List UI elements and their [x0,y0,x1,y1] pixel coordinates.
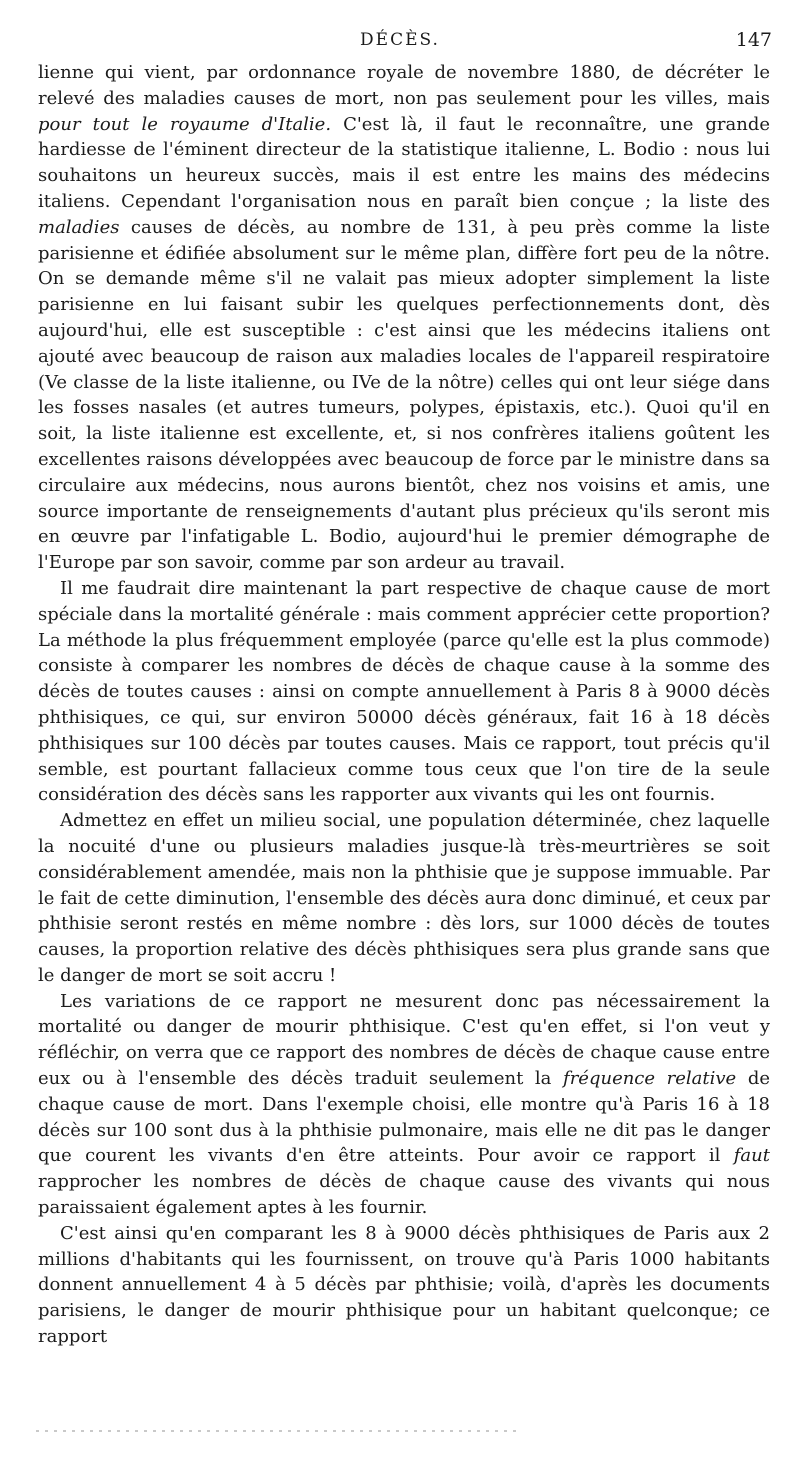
italic-segment: faut [733,1145,770,1167]
italic-segment: pour tout le royaume d'Italie. [38,113,332,135]
text-segment: lienne qui vient, par ordonnance royale de novembre 1880, de décréter le relevé des maladies causes de mort, non pas seulement pour les villes, mais [38,62,770,109]
text-segment: C'est ainsi qu'en comparant les 8 à 9000 décès phthisiques de Paris aux 2 millions d'habitants qui les fournissent, on trouve qu'à Paris 1000 habitants donnent annuellement 4 à 5 décès par phthisie; voilà, d'après les documents parisiens, le danger de mourir phthisique pour un habitant quelconque; ce rapport [38,1222,770,1348]
footer-print-artifact [36,1430,516,1432]
italic-segment: fréquence relative [563,1068,737,1090]
page-number: 147 [735,29,772,51]
paragraph-3 [38,808,770,989]
paragraph-4 [38,989,770,1221]
paragraph-5 [38,1221,770,1350]
text-segment: de chaque cause de mort. Dans l'exemple choisi, elle montre qu'à Paris 16 à 18 décès sur 100 sont dus à la phthisie pulmonaire, mais elle ne dit pas le danger que courent les vivants d'en être atteints. Pour avoir ce rapport il [38,1068,771,1167]
paragraph-2 [38,576,770,808]
text-segment: C'est là, il faut le reconnaître, une grande hardiesse de l'éminent directeur de la statistique italienne, L. Bodio : nous lui souhaitons un heureux succès, mais il est entre les mains des médecins italiens. Cependant l'organisation nous en paraît bien conçue ; la liste des [38,113,770,212]
running-header [0,26,800,56]
text-segment: rapprocher les nombres de décès de chaque cause des vivants qui nous paraissaient également aptes à les fournir. [38,1171,770,1219]
paragraph-1 [38,60,770,576]
body-text [38,60,770,1350]
header-title: DÉCÈS. [360,30,440,50]
italic-segment: maladies [38,216,120,238]
text-segment: causes de décès, au nombre de 131, à peu près comme la liste parisienne et édifiée absolument sur le même plan, diffère fort peu de la nôtre. On se demande même s'il ne valait pas mieux adopter simplement la liste parisienne en lui faisant subir les quelques perfectionnements dont, dès aujourd'hui, elle est susceptible : c'est ainsi que les médecins italiens ont ajouté avec beaucoup de raison aux maladies locales de l'appareil respiratoire (Ve classe de la liste italienne, ou IVe de la nôtre) celles qui ont leur siége dans les fosses nasales (et autres tumeurs, polypes, épistaxis, etc.). Quoi qu'il en soit, la liste italienne est excellente, et, si nos confrères italiens goûtent les excellentes raisons développées avec beaucoup de force par le ministre dans sa circulaire aux médecins, nous aurons bientôt, chez nos voisins et amis, une source importante de renseignements d'autant plus précieux qu'ils seront mis en œuvre par l'infatigable L. Bodio, aujourd'hui le premier démographe de l'Europe par son savoir, comme par son ardeur au travail. [38,216,770,574]
text-segment: Les variations de ce rapport ne mesurent donc pas nécessairement la mortalité ou danger de mourir phthisique. C'est qu'en effet, si l'on veut y réfléchir, on verra que ce rapport des nombres de décès de chaque cause entre eux ou à l'ensemble des décès traduit seulement la [38,990,770,1090]
text-segment: Admettez en effet un milieu social, une population déterminée, chez laquelle la nocuité d'une ou plusieurs maladies jusque-là très-meurtrières se soit considérablement amendée, mais non la phthisie que je suppose immuable. Par le fait de cette diminution, l'ensemble des décès aura donc diminué, et ceux par phthisie seront restés en même nombre : dès lors, sur 1000 décès de toutes causes, la proportion relative des décès phthisiques sera plus grande sans que le danger de mort se soit accru ! [38,810,770,986]
text-segment: Il me faudrait dire maintenant la part respective de chaque cause de mort spéciale dans la mortalité générale : mais comment apprécier cette proportion? La méthode la plus fréquemment employée (parce qu'elle est la plus commode) consiste à comparer les nombres de décès de chaque cause à la somme des décès de toutes causes : ainsi on compte annuellement à Paris 8 à 9000 décès phthisiques, ce qui, sur environ 50000 décès généraux, fait 16 à 18 décès phthisiques sur 100 décès par toutes causes. Mais ce rapport, tout précis qu'il semble, est pourtant fallacieux comme tous ceux que l'on tire de la seule considération des décès sans les rapporter aux vivants qui les ont fournis. [38,577,770,806]
